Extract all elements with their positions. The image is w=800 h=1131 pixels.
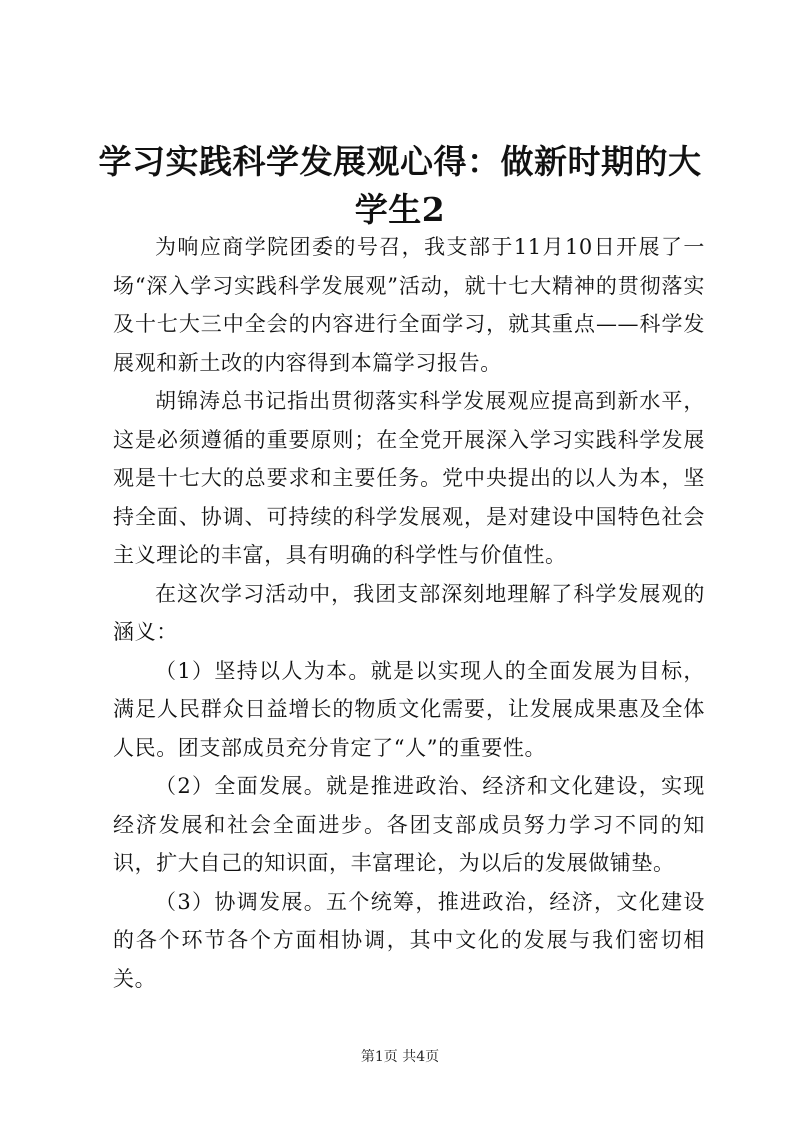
document-body <box>113 228 705 998</box>
paragraph-4: （1）坚持以人为本。就是以实现人的全面发展为目标，满足人民群众日益增长的物质文化需要，让发展成果惠及全体人民。团支部成员充分肯定了“人”的重要性。 <box>113 658 705 760</box>
page-footer: 第1页 共4页 <box>360 1049 440 1065</box>
paragraph-2: 胡锦涛总书记指出贯彻落实科学发展观应提高到新水平，这是必须遵循的重要原则；在全党开展深入学习实践科学发展观是十七大的总要求和主要任务。党中央提出的以人为本，坚持全面、协调、可持续的科学发展观，是对建设中国特色社会主义理论的丰富，具有明确的科学性与价值性。 <box>113 389 705 567</box>
document-title: 学习实践科学发展观心得：做新时期的大学生2 <box>98 142 702 229</box>
paragraph-6: （3）协调发展。五个统筹，推进政治，经济，文化建设的各个环节各个方面相协调，其中文化的发展与我们密切相关。 <box>113 889 705 991</box>
paragraph-5: （2）全面发展。就是推进政治、经济和文化建设，实现经济发展和社会全面进步。各团支部成员努力学习不同的知识，扩大自己的知识面，丰富理论，为以后的发展做铺垫。 <box>113 774 705 875</box>
paragraph-1: 为响应商学院团委的号召，我支部于11月10日开展了一场“深入学习实践科学发展观”活动，就十七大精神的贯彻落实及十七大三中全会的内容进行全面学习，就其重点——科学发展观和新土改的内容得到本篇学习报告。 <box>113 235 705 375</box>
paragraph-3: 在这次学习活动中，我团支部深刻地理解了科学发展观的涵义： <box>113 581 705 644</box>
